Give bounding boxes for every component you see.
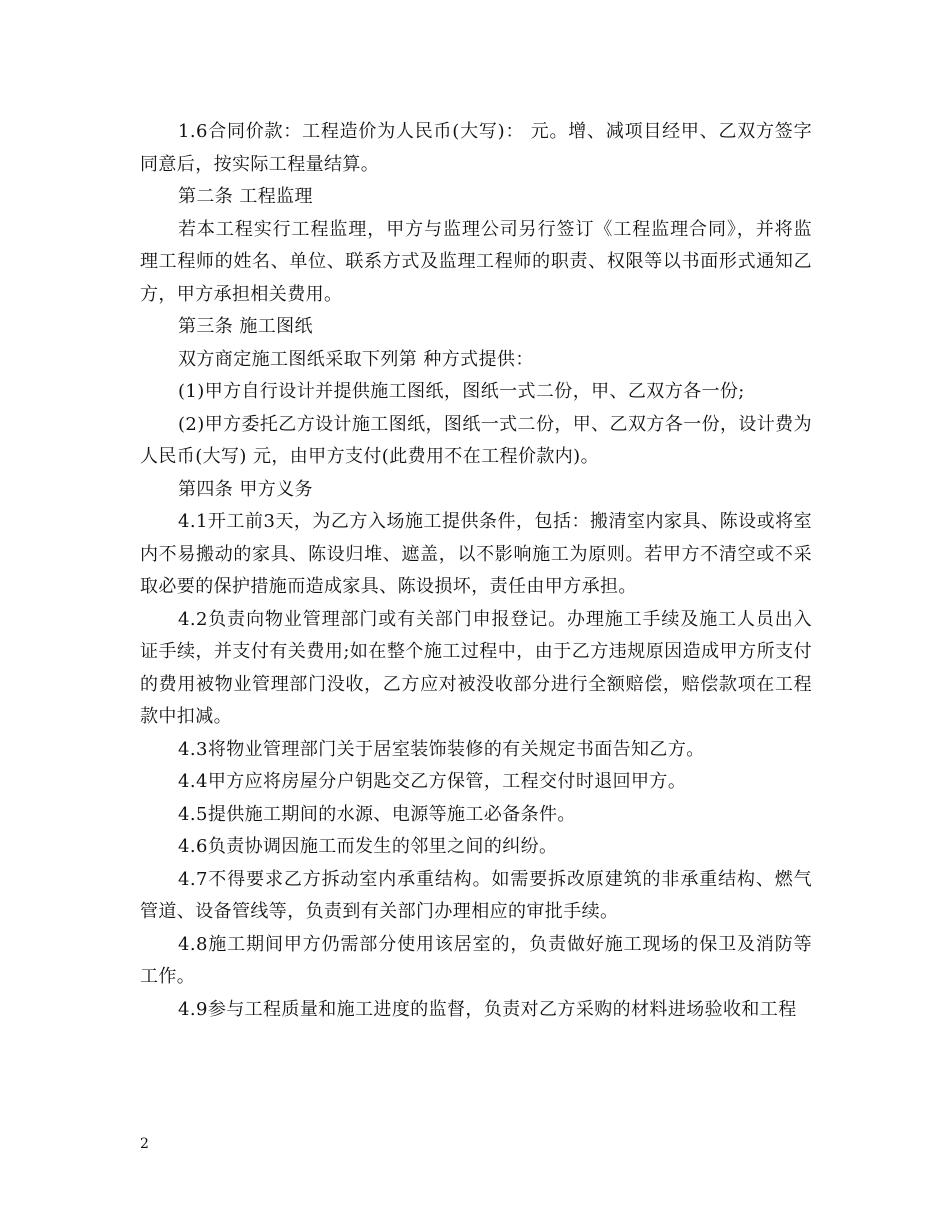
paragraph-4-9: 4.9参与工程质量和施工进度的监督，负责对乙方采购的材料进场验收和工程 — [178, 998, 797, 1020]
paragraph-contract-price: 1.6合同价款：工程造价为人民币(大写)： 元。增、减项目经甲、乙双方签字同意后，按实际工程量结算。 — [140, 121, 812, 175]
paragraph-4-6: 4.6负责协调因施工而发生的邻里之间的纠纷。 — [178, 836, 558, 857]
paragraph-4-3: 4.3将物业管理部门关于居室装饰装修的有关规定书面告知乙方。 — [178, 738, 705, 760]
heading-article-2: 第二条 工程监理 — [178, 186, 313, 207]
paragraph-4-4: 4.4甲方应将房屋分户钥匙交乙方保管，工程交付时退回甲方。 — [178, 771, 687, 792]
paragraph-4-2: 4.2负责向物业管理部门或有关部门申报登记。办理施工手续及施工人员出入证手续，并支付有关费用;如在整个施工过程中，由于乙方违规原因造成甲方所支付的费用被物业管理部门没收，乙方应对被没收部分进行全额赔偿，赔偿款项在工程款中扣减。 — [140, 608, 812, 727]
paragraph-4-8: 4.8施工期间甲方仍需部分使用该居室的，负责做好施工现场的保卫及消防等工作。 — [140, 933, 812, 987]
paragraph-4-5: 4.5提供施工期间的水源、电源等施工必备条件。 — [178, 803, 576, 825]
paragraph-drawing-method: 双方商定施工图纸采取下列第 种方式提供： — [178, 348, 534, 370]
page-number: 2 — [140, 1136, 149, 1152]
document-body — [140, 116, 812, 1026]
heading-article-4: 第四条 甲方义务 — [178, 478, 313, 500]
paragraph-drawing-option-1: (1)甲方自行设计并提供施工图纸，图纸一式二份，甲、乙双方各一份; — [178, 381, 745, 402]
paragraph-4-1: 4.1开工前3天，为乙方入场施工提供条件，包括：搬清室内家具、陈设或将室内不易搬动的家具、陈设归堆、遮盖，以不影响施工为原则。若甲方不清空或不采取必要的保护措施而造成家具、陈设损坏，责任由甲方承担。 — [140, 511, 812, 597]
paragraph-4-7: 4.7不得要求乙方拆动室内承重结构。如需要拆改原建筑的非承重结构、燃气管道、设备管线等，负责到有关部门办理相应的审批手续。 — [140, 868, 812, 922]
paragraph-drawing-option-2: (2)甲方委托乙方设计施工图纸，图纸一式二份，甲、乙双方各一份，设计费为人民币(大写) 元，由甲方支付(此费用不在工程价款内)。 — [140, 413, 812, 467]
paragraph-supervision: 若本工程实行工程监理，甲方与监理公司另行签订《工程监理合同》，并将监理工程师的姓名、单位、联系方式及监理工程师的职责、权限等以书面形式通知乙方，甲方承担相关费用。 — [140, 218, 812, 305]
heading-article-3: 第三条 施工图纸 — [178, 316, 313, 337]
